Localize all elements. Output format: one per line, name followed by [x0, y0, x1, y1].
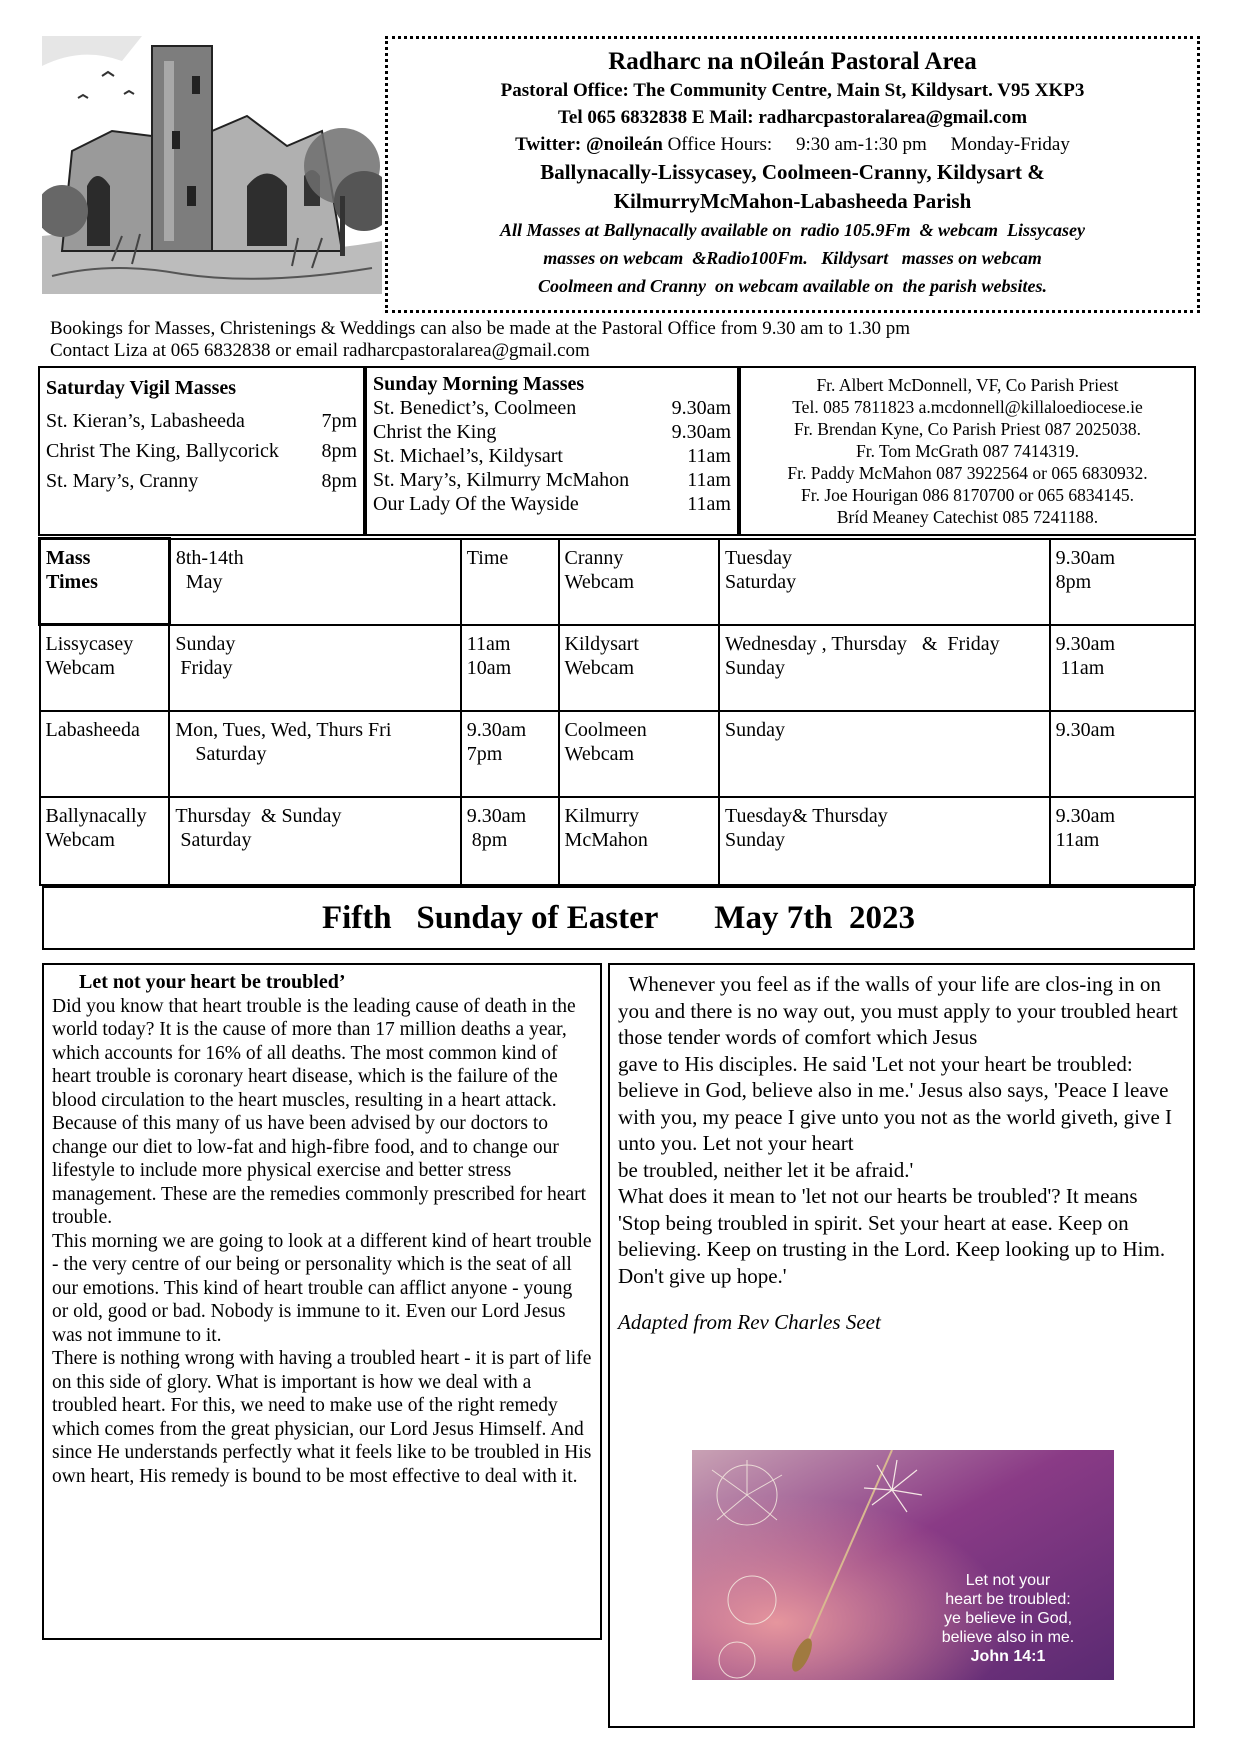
table-cell: Coolmeen Webcam: [559, 711, 719, 797]
table-cell: 9.30am: [1050, 711, 1195, 797]
reflection-article: [42, 963, 602, 1640]
table-cell: Thursday & Sunday Saturday: [169, 797, 460, 885]
sunday-heading: Sunday Morning Masses: [373, 373, 585, 395]
pastoral-office-address: Pastoral Office: The Community Centre, Main St, Kildysart. V95 XKP3: [500, 80, 1085, 101]
table-cell: 9.30am 8pm: [461, 797, 559, 885]
sunday-item: St. Michael’s, Kildysart 11am: [373, 445, 731, 467]
bookings-line: Bookings for Masses, Christenings & Weddings can also be made at the Pastoral Office from 9.30 am to 1.30 pm: [50, 318, 911, 339]
priest-line: Bríd Meaney Catechist 085 7241188.: [836, 507, 1099, 527]
bookings-note: [50, 318, 1200, 362]
sunday-item: Our Lady Of the Wayside 11am: [373, 493, 731, 515]
table-cell: Sunday: [719, 711, 1050, 797]
table-cell: Lissycasey Webcam: [40, 625, 170, 711]
priest-line: Tel. 085 7811823 a.mcdonnell@killaloediocese.ie: [792, 397, 1143, 417]
table-cell: Kildysart Webcam: [559, 625, 719, 711]
table-cell: 9.30am 11am: [1050, 797, 1195, 885]
article-paragraph: What does it mean to 'let not our hearts be troubled'? It means 'Stop being troubled in spirit. Set your heart at ease. Keep on believing. Keep on trusting in the Lord. Keep looking up to Him. Don't give up hope.': [618, 1184, 1166, 1288]
occasion-date: May 7th 2023: [714, 900, 916, 936]
table-cell: Sunday Friday: [169, 625, 460, 711]
header-title: Radharc na nOileán Pastoral Area: [608, 48, 977, 75]
table-cell: 9.30am 8pm: [1050, 539, 1195, 625]
article-paragraph: gave to His disciples. He said 'Let not your heart be troubled: believe in God, believe also in me.' Jesus also says, 'Peace I leave with you, my peace I give unto you not as the world giveth, give I unto you. Let not your heart: [618, 1051, 1173, 1155]
contact-liza-line: Contact Liza at 065 6832838 or email radharcpastoralarea@gmail.com: [50, 340, 590, 361]
table-cell: 11am 10am: [461, 625, 559, 711]
priest-line: Fr. Brendan Kyne, Co Parish Priest 087 2025038.: [793, 419, 1142, 439]
article-title: Let not your heart be troubled’: [79, 971, 346, 993]
parish-names-line1: Ballynacally-Lissycasey, Coolmeen-Cranny, Kildysart &: [540, 160, 1045, 184]
church-ruin-illustration: [42, 36, 382, 294]
table-cell: Cranny Webcam: [559, 539, 719, 625]
office-hours: Office Hours: 9:30 am-1:30 pm Monday-Friday: [667, 134, 1070, 155]
sunday-item: St. Benedict’s, Coolmeen 9.30am: [373, 397, 731, 419]
priest-line: Fr. Albert McDonnell, VF, Co Parish Priest: [816, 375, 1119, 395]
saturday-item: St. Mary’s, Cranny 8pm: [46, 470, 357, 492]
pastoral-area-header: [385, 36, 1200, 313]
table-row: [40, 625, 1196, 711]
table-cell: 8th-14th May: [169, 539, 460, 625]
sunday-item: Christ the King 9.30am: [373, 421, 731, 443]
webcam-info-line3: Coolmeen and Cranny on webcam available on the parish websites.: [537, 276, 1048, 296]
liturgical-date-banner: [42, 886, 1195, 950]
table-row: [40, 711, 1196, 797]
webcam-info-line2: masses on webcam &Radio100Fm. Kildysart masses on webcam: [543, 248, 1042, 268]
table-cell: Wednesday , Thursday & Friday Sunday: [719, 625, 1050, 711]
mass-times-label: Mass Times: [40, 539, 170, 625]
poster-text: Let not your heart be troubled: ye believe in God, believe also in me. John 14:1: [918, 1571, 1098, 1666]
table-cell: Mon, Tues, Wed, Thurs Fri Saturday: [169, 711, 460, 797]
article-credit: Adapted from Rev Charles Seet: [618, 1310, 881, 1334]
priest-line: Fr. Joe Hourigan 086 8170700 or 065 6834145.: [801, 485, 1134, 505]
sunday-morning-box: [365, 366, 739, 536]
priest-line: Fr. Paddy McMahon 087 3922564 or 065 6830932.: [787, 463, 1148, 483]
sunday-item: St. Mary’s, Kilmurry McMahon 11am: [373, 469, 731, 491]
contact-line: Tel 065 6832838 E Mail: radharcpastoralarea@gmail.com: [557, 107, 1028, 128]
article-paragraph: Did you know that heart trouble is the leading cause of death in the world today? It is the cause of more than 17 million deaths a year, which accounts for 16% of all deaths. The most common kind of heart trouble is coronary heart disease, which is the failure of the blood circulation to the heart muscles, resulting in a heart attack.: [52, 995, 576, 1111]
parish-names-line2: KilmurryMcMahon-Labasheeda Parish: [613, 189, 972, 213]
article-paragraph: This morning we are going to look at a different kind of heart trouble - the very centre of our being or personality which is the seat of all our emotions. This kind of heart trouble can afflict anyone - young or old, good or bad. Nobody is immune to it. Even our Lord Jesus was not immune to it.: [52, 1230, 592, 1346]
priest-line: Fr. Tom McGrath 087 7414319.: [855, 441, 1080, 461]
table-cell: 9.30am 7pm: [461, 711, 559, 797]
saturday-vigil-box: [38, 366, 365, 536]
article-paragraph: Because of this many of us have been advised by our doctors to change our diet to low-fat and high-fibre food, and to change our lifestyle to include more physical exercise and better stress management. These are the remedies commonly prescribed for heart trouble.: [52, 1113, 587, 1228]
twitter-hours-line: [388, 131, 1197, 158]
mass-times-table: [38, 537, 1196, 886]
saturday-heading: Saturday Vigil Masses: [46, 377, 237, 399]
webcam-info-line1: All Masses at Ballynacally available on radio 105.9Fm & webcam Lissycasey: [500, 220, 1085, 240]
table-row: [40, 797, 1196, 885]
article-paragraph: There is nothing wrong with having a troubled heart - it is part of life on this side of glory. What is important is how we deal with a troubled heart. For this, we need to make use of the right remedy which comes from the great physician, our Lord Jesus Himself. And since He understands perfectly what it feels like to be troubled in His own heart, His remedy is bound to be most effective to deal with it.: [52, 1348, 592, 1487]
table-cell: Tuesday& Thursday Sunday: [719, 797, 1050, 885]
table-row: [40, 539, 1196, 625]
table-cell: Tuesday Saturday: [719, 539, 1050, 625]
table-cell: Labasheeda: [40, 711, 170, 797]
table-cell: Time: [461, 539, 559, 625]
article-paragraph: be troubled, neither let it be afraid.': [618, 1157, 914, 1182]
table-cell: 9.30am 11am: [1050, 625, 1195, 711]
table-cell: Kilmurry McMahon: [559, 797, 719, 885]
table-cell: Ballynacally Webcam: [40, 797, 170, 885]
poster-reference: John 14:1: [970, 1648, 1046, 1665]
occasion-title: Fifth Sunday of Easter: [321, 900, 658, 936]
article-paragraph: Whenever you feel as if the walls of your life are clos-ing in on you and there is no way out, you must apply to your troubled heart those tender words of comfort which Jesus: [618, 972, 1184, 1049]
twitter-handle: Twitter: @noileán: [515, 134, 663, 155]
clergy-contacts-box: [739, 366, 1196, 536]
saturday-item: Christ The King, Ballycorick 8pm: [46, 440, 357, 462]
saturday-item: St. Kieran’s, Labasheeda 7pm: [46, 410, 357, 432]
scripture-poster-image: [692, 1450, 1114, 1680]
